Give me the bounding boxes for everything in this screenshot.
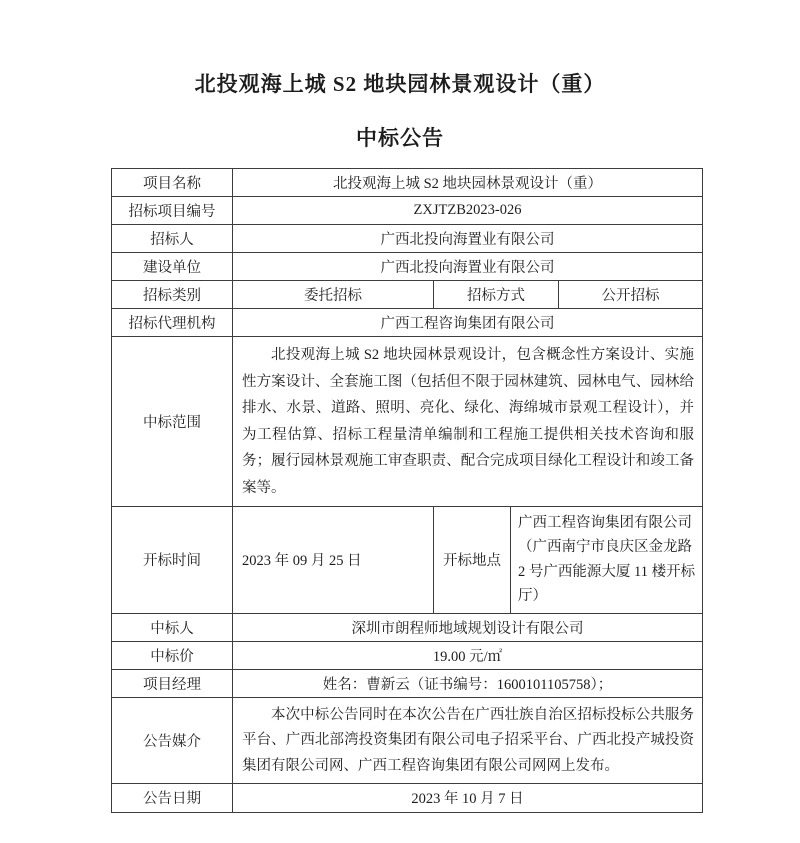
tenderer-value: 广西北投向海置业有限公司 [380,232,555,248]
tenderer-label: 招标人 [112,225,233,252]
table-row-agency [112,309,702,337]
tender-number-label: 招标项目编号 [112,197,233,224]
tender-category-label: 招标类别 [112,281,233,308]
scope-value [233,337,702,506]
table-row-price [112,642,702,670]
winner-label: 中标人 [112,614,233,641]
project-manager-value: 姓名：曹新云（证书编号：1600101105758）； [322,676,613,693]
table-row-project-name [112,169,702,197]
tender-category-value: 委托招标 [233,281,434,308]
agency-value: 广西工程咨询集团有限公司 [380,316,555,332]
publish-date-label: 公告日期 [112,784,233,812]
document-title: 北投观海上城 S2 地块园林景观设计（重） [194,72,606,96]
table-row-tender-category [112,281,702,309]
media-value [233,698,702,783]
table-row-construction-unit [112,253,702,281]
opening-time-value: 2023 年 09 月 25 日 [233,507,434,613]
opening-place-label: 开标地点 [434,507,511,613]
table-row-tender-number [112,197,702,225]
construction-unit-value: 广西北投向海置业有限公司 [380,260,555,276]
table-row-scope [112,337,702,507]
scope-text: 北投观海上城 S2 地块园林景观设计，包含概念性方案设计、实施性方案设计、全套施工图（包括但不限于园林建筑、园林电气、园林给排水、水景、道路、照明、亮化、绿化、海绵城市景观工程设计），并为工程估算、招标工程量清单编制和工程施工提供相关技术咨询和服务；履行园林景观施工审查职责、配合完成项目绿化工程设计和竣工备案等。 [242,347,694,496]
publish-date-value: 2023 年 10 月 7 日 [411,791,524,808]
tender-method-value: 公开招标 [601,288,660,304]
opening-place-value: 广西工程咨询集团有限公司（广西南宁市良庆区金龙路 2 号广西能源大厦 11 楼开标厅） [518,514,696,605]
table-row-media [112,698,702,784]
media-label: 公告媒介 [112,698,233,783]
tender-method-label: 招标方式 [434,281,559,308]
table-row-project-manager [112,670,702,698]
construction-unit-label: 建设单位 [112,253,233,280]
project-name-label: 项目名称 [112,169,233,196]
table-row-tenderer [112,225,702,253]
project-name-value: 北投观海上城 S2 地块园林景观设计（重） [332,176,603,192]
table-row-winner [112,614,702,642]
opening-time-label: 开标时间 [112,507,233,613]
document-subtitle: 中标公告 [356,126,444,150]
media-text: 本次中标公告同时在本次公告在广西壮族自治区招标投标公共服务平台、广西北部湾投资集团有限公司电子招采平台、广西北投产城投资集团有限公司网、广西工程咨询集团有限公司网网上发布。 [242,706,694,774]
agency-label: 招标代理机构 [112,309,233,336]
project-manager-label: 项目经理 [112,670,233,697]
table-row-opening [112,507,702,614]
table-row-publish-date [112,784,702,812]
tender-number-value: ZXJTZB2023-026 [413,202,522,218]
price-label: 中标价 [112,642,233,669]
scope-label: 中标范围 [112,337,233,506]
price-value: 19.00 元/㎡ [432,648,503,665]
winner-value: 深圳市朗程师地域规划设计有限公司 [351,620,584,637]
bid-announcement-table [111,168,703,813]
